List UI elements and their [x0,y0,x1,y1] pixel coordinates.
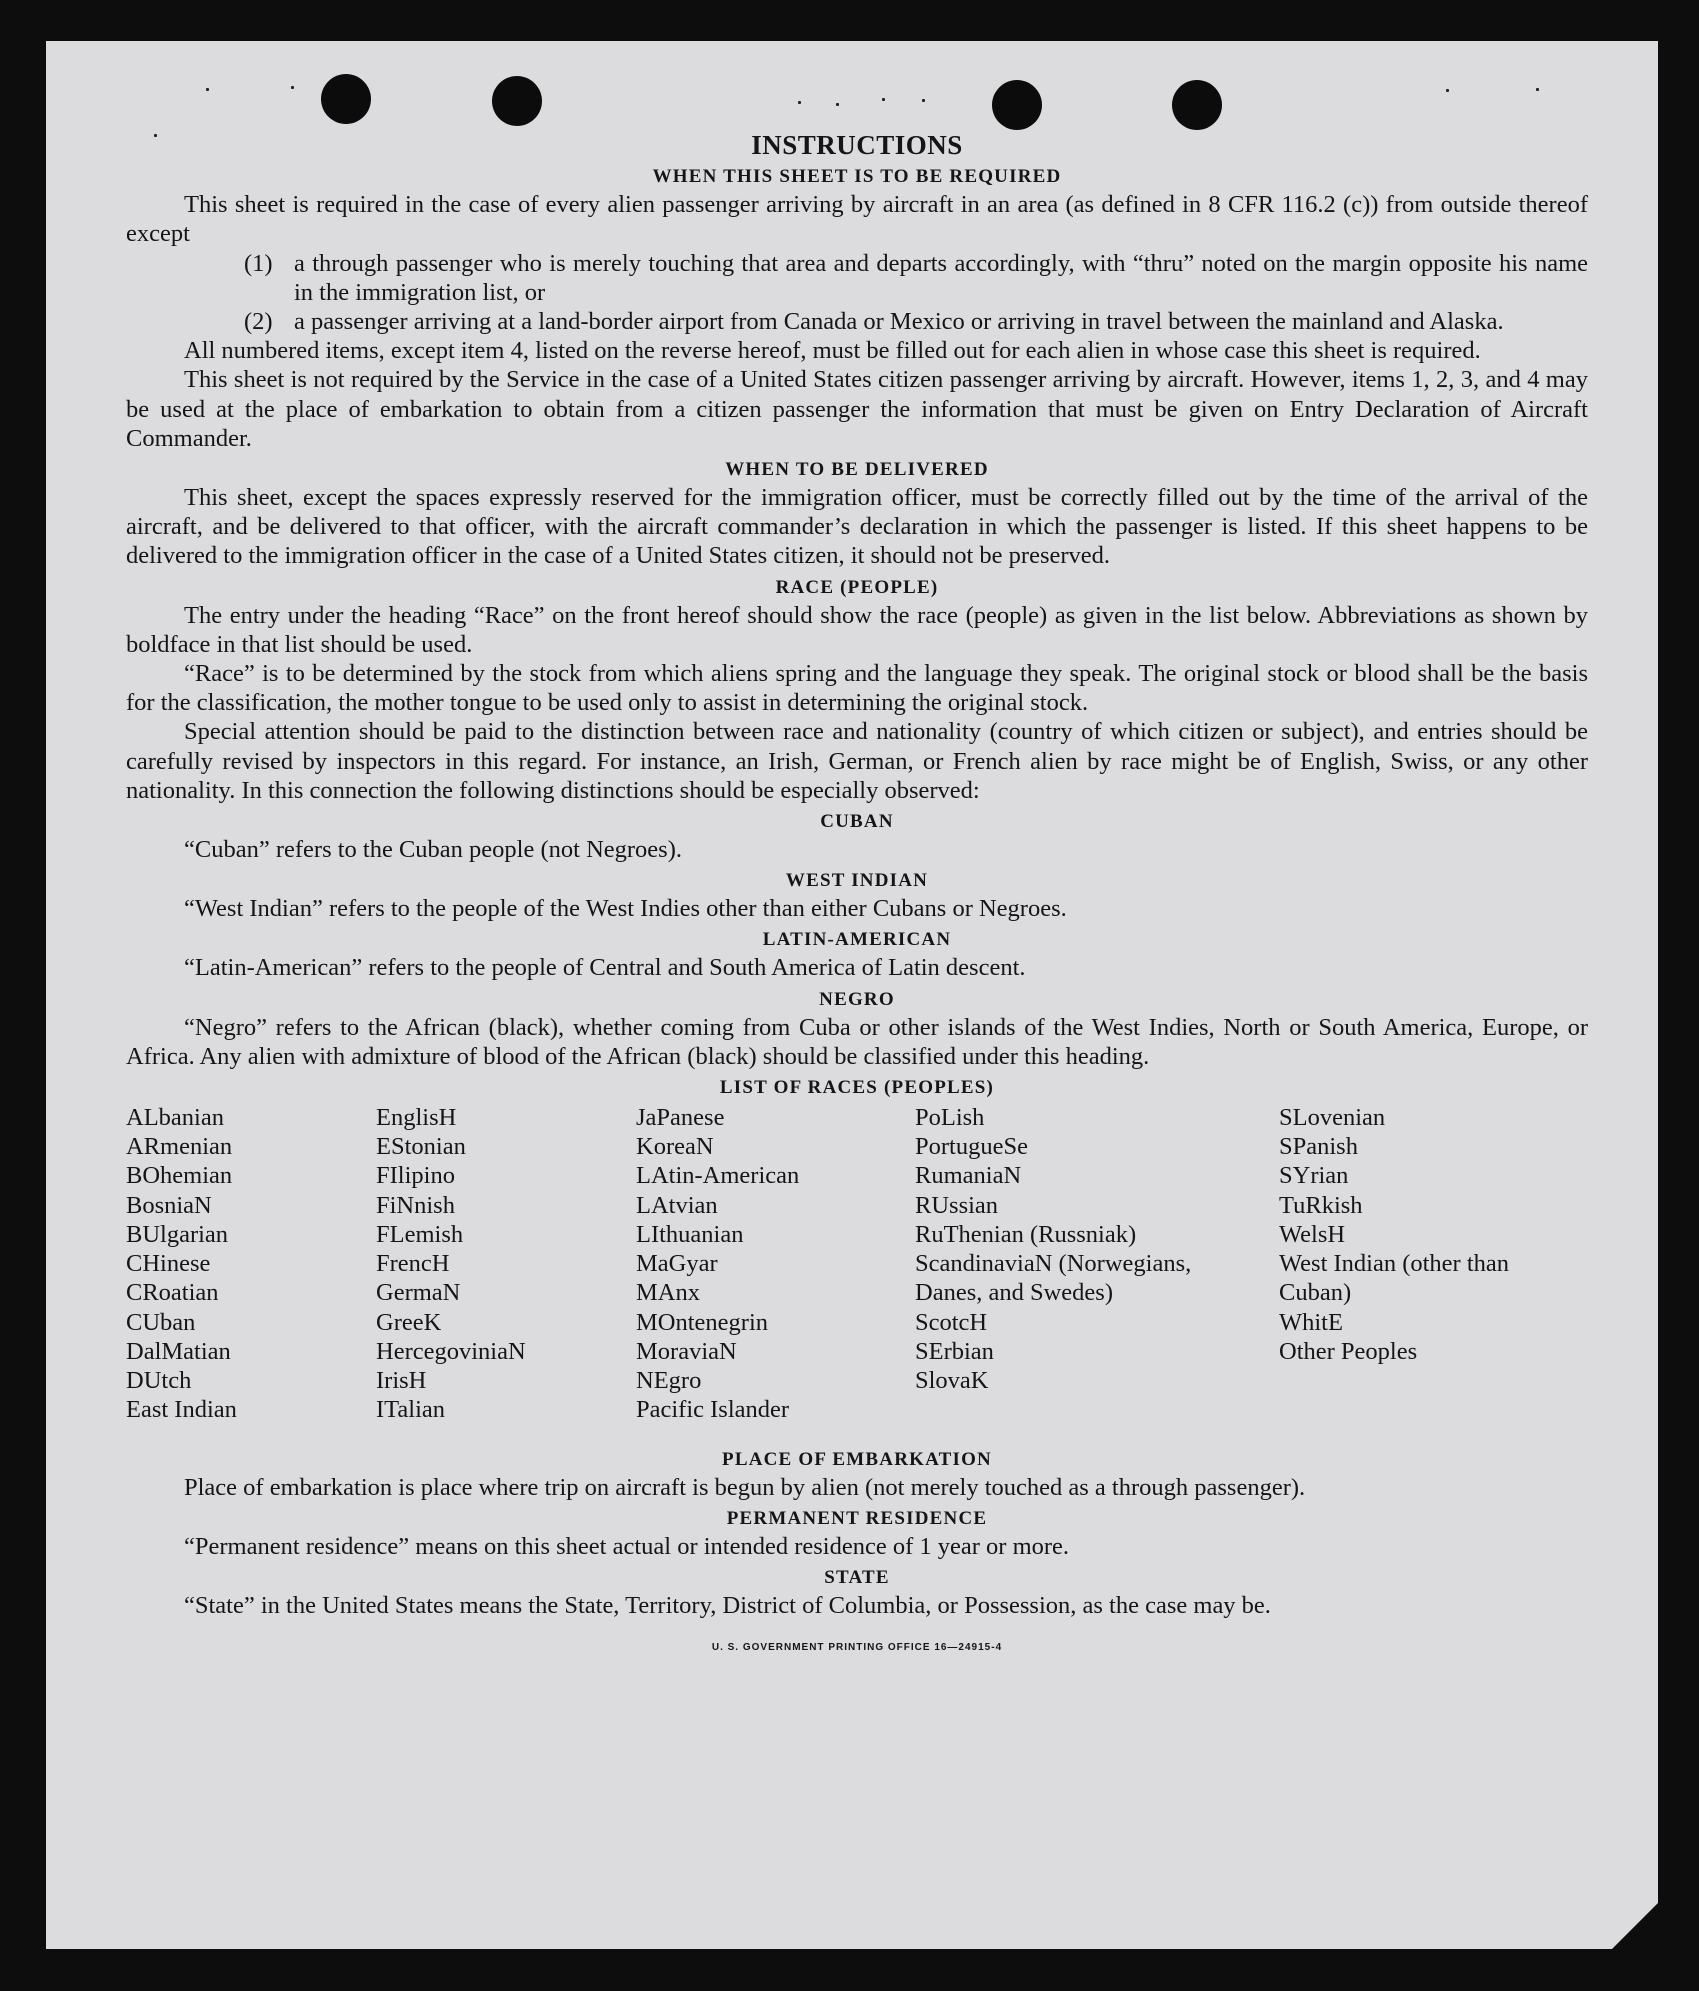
section-heading: LIST OF RACES (PEOPLES) [719,1077,995,1099]
race-entry: HercegoviniaN [376,1337,526,1365]
section-heading: LATIN-AMERICAN [762,929,952,951]
race-entry: SErbian [915,1337,994,1365]
race-entry: DalMatian [126,1337,231,1365]
race-entry: LIthuanian [636,1220,744,1248]
race-entry: ITalian [376,1396,446,1424]
race-entry: SPanish [1279,1133,1358,1161]
list-text: a through passenger who is merely touching that area and departs accordingly, with “thru” noted on the margin opposite his name in the immigration list, or [294,249,1588,306]
speck [206,88,209,91]
instructions-content [126,131,1588,1662]
section-heading: RACE (PEOPLE) [775,576,939,598]
race-entry: FLemish [376,1220,464,1248]
page-title: INSTRUCTIONS [751,130,963,160]
race-entry: LAtvian [636,1191,718,1219]
section-heading: WEST INDIAN [785,870,929,892]
race-entry: EnglisH [376,1104,457,1132]
races-column [126,1103,366,1424]
speck [1446,89,1449,92]
list-item [244,249,1588,307]
paragraph: Place of embarkation is place where trip on aircraft is begun by alien (not merely touched as a through passenger). [184,1474,1306,1502]
race-entry: ARmenian [126,1133,233,1161]
race-entry: BosniaN [126,1191,212,1219]
section-heading: NEGRO [819,988,895,1010]
paragraph: This sheet is not required by the Service in the case of a United States citizen passenger arriving by aircraft. However, items 1, 2, 3, and 4 may be used at the place of embarkation to obtain from a citizen passenger the information that must be given on Entry Declaration of Aircraft Commander. [126,366,1588,452]
paragraph: Special attention should be paid to the distinction between race and nationality (country of which citizen or subject), and entries should be carefully revised by inspectors in this regard. For instance, an Irish, German, or French alien by race might be of English, Swiss, or any other nationality. In this connection the following distinctions should be especially observed: [126,718,1588,804]
section-heading: PLACE OF EMBARKATION [722,1449,992,1471]
race-entry: EStonian [376,1133,466,1161]
race-entry: FiNnish [376,1191,455,1219]
race-entry: ScandinaviaN (Norwegians, Danes, and Swedes) [915,1250,1192,1307]
race-entry: BUlgarian [126,1220,229,1248]
paragraph: “Permanent residence” means on this sheet actual or intended residence of 1 year or more. [184,1533,1070,1561]
section-heading: WHEN TO BE DELIVERED [725,459,989,481]
paragraph: “Latin-American” refers to the people of Central and South America of Latin descent. [184,954,1026,982]
race-entry: SLovenian [1279,1104,1386,1132]
paragraph: This sheet, except the spaces expressly reserved for the immigration officer, must be correctly filled out by the time of the arrival of the aircraft, and be delivered to that officer, with the aircraft commander’s declaration in which the passenger is listed. If this sheet happens to be delivered to the immigration officer in the case of a United States citizen, it should not be preserved. [126,484,1588,570]
race-entry: Pacific Islander [636,1396,790,1424]
punch-hole [992,80,1042,130]
list-item [244,307,1588,336]
race-entry: ScotcH [915,1308,988,1336]
race-entry: East Indian [126,1396,237,1424]
paragraph: “Negro” refers to the African (black), whether coming from Cuba or other islands of the West Indies, North or South America, Europe, or Africa. Any alien with admixture of blood of the African (black) should be classified under this heading. [126,1013,1588,1070]
section-heading: CUBAN [820,811,894,833]
punch-hole [1172,80,1222,130]
speck [836,103,839,106]
race-entry: PortugueSe [915,1133,1028,1161]
paragraph: “Cuban” refers to the Cuban people (not Negroes). [184,836,682,864]
races-column [636,1103,906,1424]
races-column [1279,1103,1549,1366]
document-sheet [46,41,1658,1949]
race-entry: LAtin-American [636,1162,800,1190]
race-entry: CRoatian [126,1279,219,1307]
race-entry: MaGyar [636,1250,718,1278]
race-entry: WelsH [1279,1220,1346,1248]
race-entry: FrencH [376,1250,450,1278]
race-entry: MAnx [636,1279,700,1307]
section-heading: PERMANENT RESIDENCE [726,1508,988,1530]
race-entry: CUban [126,1308,196,1336]
punch-hole [492,76,542,126]
speck [798,101,801,104]
race-entry: West Indian (other than Cuban) [1279,1250,1510,1307]
paragraph: “Race” is to be determined by the stock from which aliens spring and the language they speak. The original stock or blood shall be the basis for the classification, the mother tongue to be used only to assist in determining the original stock. [126,660,1588,717]
races-column [915,1103,1205,1395]
race-entry: MOntenegrin [636,1308,768,1336]
race-entry: RuThenian (Russniak) [915,1220,1137,1248]
race-entry: GermaN [376,1279,461,1307]
race-entry: SlovaK [915,1366,989,1394]
race-entry: NEgro [636,1366,702,1394]
race-entry: MoraviaN [636,1337,737,1365]
race-entry: SYrian [1279,1162,1349,1190]
race-entry: IrisH [376,1366,427,1394]
race-entry: ALbanian [126,1104,224,1132]
race-entry: WhitE [1279,1308,1343,1336]
race-entry: Other Peoples [1279,1337,1418,1365]
printer-imprint: U. S. GOVERNMENT PRINTING OFFICE 16—24915-4 [711,1641,1003,1653]
race-entry: DUtch [126,1366,192,1394]
race-entry: RUssian [915,1191,999,1219]
race-entry: BOhemian [126,1162,233,1190]
races-column [376,1103,626,1424]
race-entry: PoLish [915,1104,985,1132]
race-entry: CHinese [126,1250,211,1278]
races-list [126,1103,1588,1443]
speck [922,99,925,102]
race-entry: FIlipino [376,1162,455,1190]
list-text: a passenger arriving at a land-border airport from Canada or Mexico or arriving in travel between the mainland and Alaska. [294,308,1504,336]
section-heading: WHEN THIS SHEET IS TO BE REQUIRED [652,166,1062,188]
paragraph: This sheet is required in the case of every alien passenger arriving by aircraft in an area (as defined in 8 CFR 116.2 (c)) from outside thereof except [126,191,1588,248]
race-entry: KoreaN [636,1133,714,1161]
race-entry: GreeK [376,1308,442,1336]
race-entry: JaPanese [636,1104,725,1132]
paragraph: All numbered items, except item 4, listed on the reverse hereof, must be filled out for each alien in whose case this sheet is required. [184,337,1481,365]
race-entry: RumaniaN [915,1162,1022,1190]
folded-corner [1612,1903,1658,1949]
list-number: (2) [244,308,273,336]
speck [1536,88,1539,91]
speck [291,86,294,89]
section-heading: STATE [824,1567,890,1589]
race-entry: TuRkish [1279,1191,1363,1219]
list-number: (1) [244,249,273,277]
paragraph: “West Indian” refers to the people of the West Indies other than either Cubans or Negroes. [184,895,1067,923]
paragraph: “State” in the United States means the State, Territory, District of Columbia, or Possession, as the case may be. [184,1592,1271,1620]
speck [882,98,885,101]
paragraph: The entry under the heading “Race” on the front hereof should show the race (people) as given in the list below. Abbreviations as shown by boldface in that list should be used. [126,601,1588,658]
punch-hole [321,74,371,124]
